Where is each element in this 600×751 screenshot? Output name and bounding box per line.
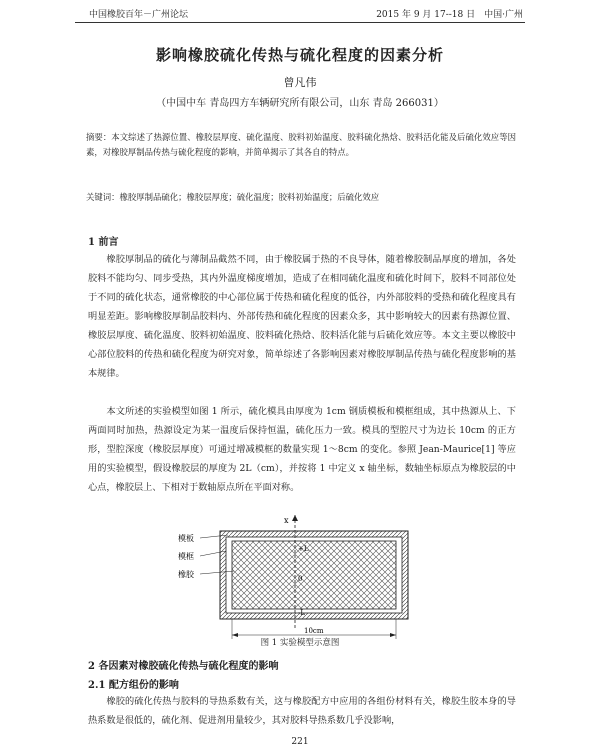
minus-l-label: -L bbox=[298, 609, 306, 617]
width-label: 10cm bbox=[304, 627, 324, 635]
figure-caption: 图 1 实验模型示意图 bbox=[260, 638, 340, 648]
plus-l-label: +L bbox=[298, 545, 309, 553]
paper-title: 影响橡胶硫化传热与硫化程度的因素分析 bbox=[155, 46, 444, 64]
label-top-plate: 模板 bbox=[178, 534, 194, 543]
section-heading-formula: 2.1 配方组份的影响 bbox=[88, 680, 179, 691]
axis-x-label: x bbox=[284, 516, 289, 525]
header-conference: 中国橡胶百年－广州论坛 bbox=[89, 10, 189, 20]
paragraph-model: 本文所述的实验模型如图 1 所示，硫化模具由厚度为 1cm 钢质模板和模框组成，其中热源从上、下两面同时加热，热源设定为某一温度后保持恒温，硫化压力一致。模具的型腔尺寸为边长 10cm 的正方形，型腔深度（橡胶层厚度）可通过增减模框的数量实现 1～8cm 的变化。参照 Jean-Maurice[1] 等应用的实验模型，假设橡胶层的厚度为 2L（cm），并按将 1 中定义 x 轴坐标，数轴坐标原点为橡胶层的中心点，橡胶层上、下相对于数轴原点所在平面对称。 bbox=[88, 406, 516, 493]
section-heading-factors: 2 各因素对橡胶硫化传热与硫化程度的影响 bbox=[88, 661, 279, 672]
keywords: 关键词：橡胶厚制品硫化；橡胶层厚度；硫化温度；胶料初始温度；后硫化效应 bbox=[86, 192, 380, 202]
abstract: 摘要：本文综述了热源位置、橡胶层厚度、硫化温度、胶料初始温度、胶料硫化热焓、胶料活化能及后硫化效应等因素，对橡胶厚制品传热与硫化程度的影响，并简单揭示了其各自的特点。 bbox=[86, 132, 516, 157]
origin-label: 0 bbox=[298, 575, 303, 583]
rubber-cavity bbox=[232, 541, 396, 609]
paragraph-formula: 橡胶的硫化传热与胶料的导热系数有关，这与橡胶配方中应用的各组份材料有关，橡胶生胶本身的导热系数是很低的，硫化剂、促进剂用量较少，其对胶料导热系数几乎没影响， bbox=[88, 696, 516, 726]
paper-author: 曾凡伟 bbox=[283, 76, 317, 89]
paragraph-intro: 橡胶厚制品的硫化与薄制品截然不同，由于橡胶属于热的不良导体，随着橡胶制品厚度的增加，各处胶料不能均匀、同步受热，其内外温度梯度增加，造成了在相同硫化温度和硫化时间下，胶料不同部位处于不同的硫化状态，通常橡胶的中心部位属于传热和硫化程度的低谷，内外部胶料的受热和硫化程度具有明显差距。影响橡胶厚制品胶料内、外部传热和硫化程度的因素众多，其中影响较大的因素有热源位置、橡胶层厚度、硫化温度、胶料初始温度、胶料硫化热焓、胶料活化能与后硫化效应等。本文主要以橡胶中心部位胶料的传热和硫化程度为研究对象，简单综述了各影响因素对橡胶厚制品传热与硫化程度影响的基本规律。 bbox=[88, 254, 516, 379]
label-rubber: 橡胶 bbox=[178, 570, 194, 579]
running-header bbox=[75, 8, 525, 23]
x-axis-arrow bbox=[292, 515, 298, 521]
header-date-location: 2015 年 9 月 17--18 日 中国·广州 bbox=[376, 10, 523, 20]
page-number: 221 bbox=[291, 737, 309, 747]
figure-model-diagram bbox=[178, 515, 438, 643]
author-affiliation: （中国中车 青岛四方车辆研究所有限公司，山东 青岛 266031） bbox=[156, 98, 444, 109]
section-heading-intro: 1 前言 bbox=[88, 237, 119, 248]
label-frame: 模框 bbox=[178, 552, 194, 561]
